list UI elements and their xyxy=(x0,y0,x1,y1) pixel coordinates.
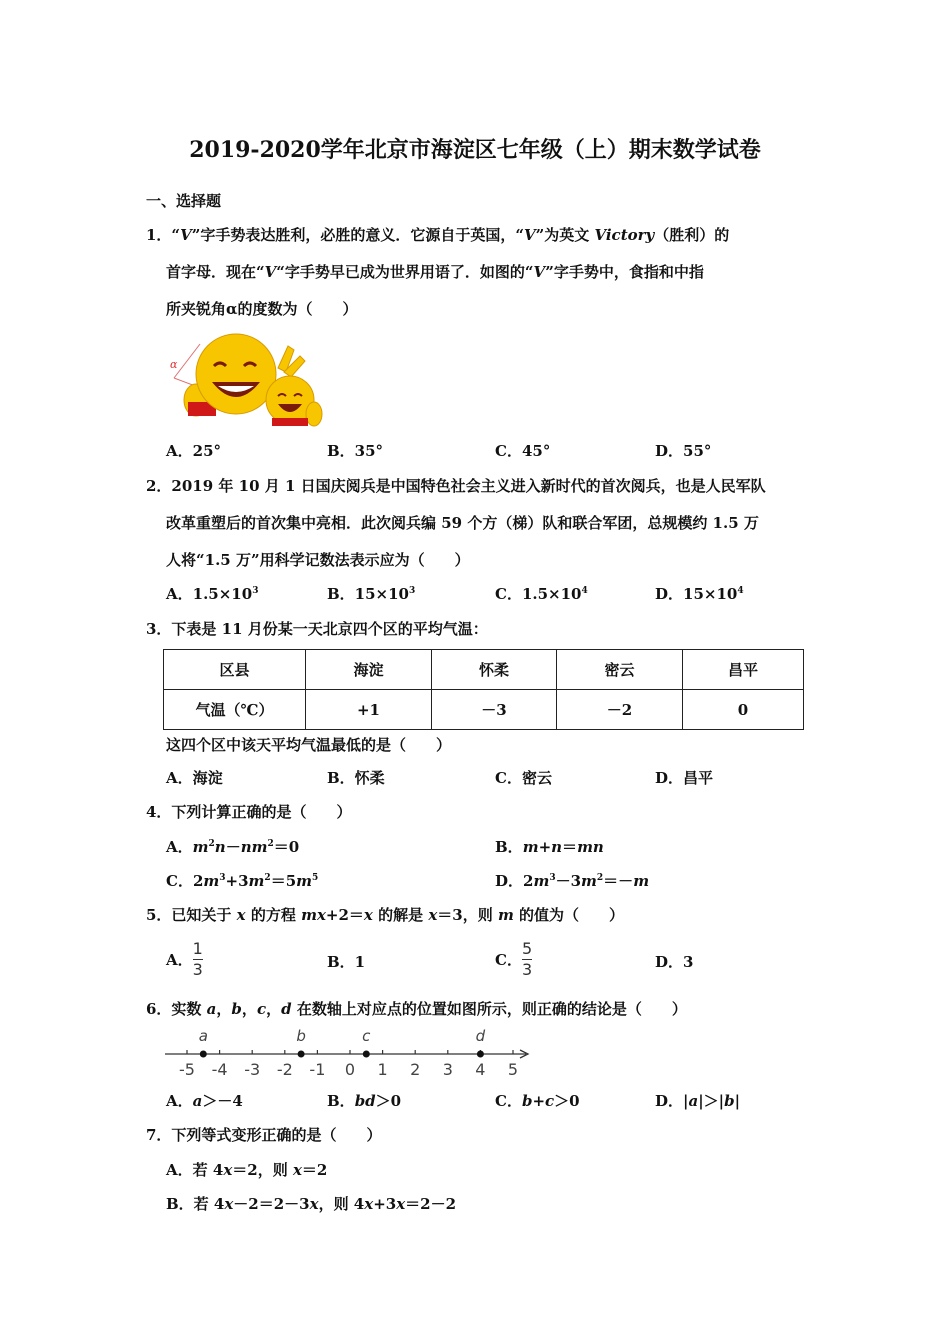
option-letter: A． xyxy=(166,1092,193,1110)
exponent: 3 xyxy=(252,586,259,596)
q4-option-c[interactable] xyxy=(166,870,318,891)
q5-option-c[interactable] xyxy=(495,940,532,979)
table-header-cell: 海淀 xyxy=(306,650,432,690)
number-line-tick-label: 5 xyxy=(507,1060,519,1079)
exponent: 4 xyxy=(581,586,588,596)
var: mx xyxy=(301,906,326,924)
q6-option-c[interactable] xyxy=(495,1090,580,1111)
number-line-point-label: d xyxy=(475,1027,486,1045)
exponent: 4 xyxy=(737,586,744,596)
option-text: C．1.5×10 xyxy=(495,585,582,603)
exponent: 3 xyxy=(409,586,416,596)
number-line-tick-label: 2 xyxy=(410,1060,421,1079)
table-header-cell: 昌平 xyxy=(683,650,804,690)
q3-option-b[interactable]: B．怀柔 xyxy=(327,769,385,787)
op: ＞－4 xyxy=(202,1092,243,1110)
var: x xyxy=(396,1195,406,1213)
page-title: 2019-2020学年北京市海淀区七年级（上）期末数学试卷 xyxy=(189,137,761,163)
option-text: ＝2 xyxy=(301,1161,328,1179)
q1-v: V xyxy=(523,226,536,244)
var: c xyxy=(545,1092,555,1110)
option-text: A．1.5×10 xyxy=(166,585,253,603)
var: x xyxy=(363,906,373,924)
option-text: ＝2，则 xyxy=(232,1161,293,1179)
var: c xyxy=(256,1000,267,1018)
section-heading: 一、选择题 xyxy=(146,192,222,210)
temperature-table xyxy=(163,649,804,730)
q6-text: ， xyxy=(266,1000,282,1018)
q1-victory: Victory xyxy=(594,226,655,244)
var: m xyxy=(497,906,514,924)
q2-option-b[interactable] xyxy=(327,583,415,604)
q3-option-a[interactable]: A．海淀 xyxy=(166,769,223,787)
table-cell: －3 xyxy=(432,690,557,730)
var: x xyxy=(236,906,246,924)
q2-line-2: 改革重塑后的首次集中亮相．此次阅兵编 59 个方（梯）队和联合军团，总规模约 1.5 万 xyxy=(166,514,759,532)
exponent: 3 xyxy=(219,873,226,883)
q6-text: 在数轴上对应点的位置如图所示，则正确的结论是（ ） xyxy=(291,1000,687,1018)
option-letter: C． xyxy=(495,1092,522,1110)
var: a xyxy=(206,1000,217,1018)
number-line-point-d xyxy=(477,1051,484,1058)
op: ＞0 xyxy=(554,1092,580,1110)
number-line-tick-label: 1 xyxy=(377,1060,388,1079)
op: ＞0 xyxy=(375,1092,402,1110)
number-line-point-label: b xyxy=(296,1027,306,1045)
option-letter: B． xyxy=(495,838,523,856)
op: |＞| xyxy=(698,1092,725,1110)
q1-text: （胜利）的 xyxy=(654,226,730,244)
var: x xyxy=(224,1195,234,1213)
table-header-cell: 怀柔 xyxy=(432,650,557,690)
q4-option-a[interactable] xyxy=(166,836,299,857)
option-text: A．若 4 xyxy=(166,1161,224,1179)
var: a xyxy=(192,1092,203,1110)
q2-option-c[interactable] xyxy=(495,583,588,604)
q1-line-3: 所夹锐角α的度数为（ ） xyxy=(166,300,358,318)
q4-option-d[interactable] xyxy=(495,870,649,891)
var: m xyxy=(533,872,550,890)
denominator: 3 xyxy=(521,960,533,979)
q5-text: +2＝ xyxy=(325,906,364,924)
exponent: 5 xyxy=(312,873,319,883)
var: m xyxy=(203,872,220,890)
var: a xyxy=(688,1092,699,1110)
q7-option-b[interactable] xyxy=(166,1193,456,1214)
option-text: －2＝2－3 xyxy=(233,1195,310,1213)
var: n xyxy=(551,838,563,856)
big-smiley-face xyxy=(196,334,276,414)
exponent: 2 xyxy=(208,839,215,849)
op: ＝5 xyxy=(270,872,297,890)
q4-stem: 4．下列计算正确的是（ ） xyxy=(146,803,352,821)
var: x xyxy=(309,1195,319,1213)
var: b xyxy=(521,1092,533,1110)
number-line-point-label: c xyxy=(362,1027,371,1045)
exponent: 2 xyxy=(596,873,604,883)
q6-option-a[interactable] xyxy=(166,1090,243,1111)
number-line-tick-label: -5 xyxy=(179,1060,195,1079)
var: mn xyxy=(577,838,604,856)
option-text: ＝2－2 xyxy=(405,1195,457,1213)
table-header-cell: 区县 xyxy=(164,650,306,690)
red-scarf xyxy=(272,418,308,426)
exponent: 2 xyxy=(264,873,271,883)
q6-option-d[interactable] xyxy=(655,1090,740,1111)
q1-option-b[interactable]: B．35° xyxy=(327,442,384,460)
q5-stem xyxy=(146,904,624,925)
q1-text: “字手势早已成为世界用语了．如图的“ xyxy=(276,263,534,281)
op: +3 xyxy=(225,872,249,890)
var: x xyxy=(428,906,438,924)
number-line-point-label: a xyxy=(198,1027,208,1045)
alpha-label: α xyxy=(170,358,178,371)
var: d xyxy=(281,1000,292,1018)
q2-line-1: 2．2019 年 10 月 1 日国庆阅兵是中国特色社会主义进入新时代的首次阅兵，也是人民军队 xyxy=(146,477,766,495)
table-cell: －2 xyxy=(557,690,683,730)
option-letter: A． xyxy=(166,838,193,856)
q3-option-d[interactable]: D．昌平 xyxy=(655,769,714,787)
table-cell: 气温（℃） xyxy=(164,690,306,730)
var: m xyxy=(296,872,312,890)
var: b xyxy=(231,1000,242,1018)
option-text: B．若 4 xyxy=(166,1195,225,1213)
q5-option-b[interactable]: B．1 xyxy=(327,953,366,971)
option-letter: A． xyxy=(166,951,193,969)
var: m xyxy=(248,872,265,890)
option-text: D．15×10 xyxy=(655,585,738,603)
fraction xyxy=(522,940,532,979)
q2-option-d[interactable] xyxy=(655,583,744,604)
var: bd xyxy=(354,1092,376,1110)
option-letter: C． xyxy=(495,951,522,969)
op: ＝0 xyxy=(273,838,300,856)
var: m xyxy=(633,872,650,890)
q5-option-d[interactable]: D．3 xyxy=(655,953,694,971)
q1-text: ”字手势中，食指和中指 xyxy=(545,263,704,281)
option-text: +3 xyxy=(373,1195,397,1213)
table-cell: +1 xyxy=(306,690,432,730)
q7-option-a[interactable] xyxy=(166,1159,327,1180)
op: | xyxy=(734,1092,741,1110)
var: x xyxy=(223,1161,233,1179)
number-line-tick-label: 3 xyxy=(442,1060,453,1079)
q6-text: ， xyxy=(216,1000,232,1018)
op: －3 xyxy=(555,872,582,890)
numerator: 5 xyxy=(521,939,533,958)
number-line-tick-label: -3 xyxy=(244,1060,261,1079)
q4-option-b[interactable] xyxy=(495,836,604,857)
number-line-tick-label: 0 xyxy=(344,1060,356,1079)
number-line-tick-label: -2 xyxy=(276,1060,293,1079)
right-hand xyxy=(306,402,322,426)
table-header-row xyxy=(164,650,804,690)
q1-text: ”为英文 xyxy=(535,226,595,244)
var: n xyxy=(214,838,226,856)
q2-option-a[interactable] xyxy=(166,583,258,604)
op: + xyxy=(538,838,552,856)
op: + xyxy=(532,1092,546,1110)
number-line-point-a xyxy=(200,1051,207,1058)
denominator: 3 xyxy=(192,960,203,979)
option-letter: D．| xyxy=(655,1092,689,1110)
var: m xyxy=(192,838,209,856)
q1-v: V xyxy=(264,263,277,281)
var: nm xyxy=(240,838,268,856)
var: m xyxy=(581,872,597,890)
number-line-tick-label: -4 xyxy=(211,1060,228,1079)
option-letter: D．2 xyxy=(495,872,534,890)
q1-line-2 xyxy=(166,261,704,282)
op: － xyxy=(225,838,241,856)
q3-stem: 3．下表是 11 月份某一天北京四个区的平均气温： xyxy=(146,620,488,638)
number-line-point-b xyxy=(298,1051,305,1058)
q1-option-a[interactable]: A．25° xyxy=(166,442,222,460)
var: x xyxy=(364,1195,374,1213)
v-sign-smiley-figure xyxy=(166,330,326,430)
exponent: 3 xyxy=(549,873,556,883)
exponent: 2 xyxy=(267,839,274,849)
var: m xyxy=(522,838,539,856)
q7-stem: 7．下列等式变形正确的是（ ） xyxy=(146,1126,382,1144)
option-text: B．15×10 xyxy=(327,585,409,603)
number-line-tick-label: 4 xyxy=(475,1060,486,1079)
q1-option-d[interactable]: D．55° xyxy=(655,442,712,460)
q3-follow: 这四个区中该天平均气温最低的是（ ） xyxy=(166,736,452,754)
q6-stem xyxy=(146,998,687,1019)
q5-text: 的值为（ ） xyxy=(513,906,625,924)
table-row xyxy=(164,690,804,730)
q3-option-c[interactable]: C．密云 xyxy=(495,769,552,787)
q1-text: 1．“ xyxy=(146,226,181,244)
option-letter: C．2 xyxy=(166,872,204,890)
number-line-point-c xyxy=(363,1051,370,1058)
table-header-cell: 密云 xyxy=(557,650,683,690)
fraction xyxy=(193,940,203,979)
q1-option-c[interactable]: C．45° xyxy=(495,442,551,460)
q1-v: V xyxy=(180,226,192,244)
q5-text: 5．已知关于 xyxy=(146,906,237,924)
q1-line-1 xyxy=(146,224,729,245)
q5-text: 的解是 xyxy=(372,906,429,924)
var: x xyxy=(292,1161,302,1179)
q6-text: ， xyxy=(241,1000,257,1018)
q1-text: ”字手势表达胜利，必胜的意义．它源自于英国，“ xyxy=(191,226,524,244)
table-cell: 0 xyxy=(683,690,804,730)
q6-text: 6．实数 xyxy=(146,1000,207,1018)
q5-text: 的方程 xyxy=(245,906,302,924)
numerator: 1 xyxy=(192,939,203,958)
op: ＝ xyxy=(562,838,578,856)
q1-v: V xyxy=(533,263,546,281)
option-letter: B． xyxy=(327,1092,355,1110)
op: ＝－ xyxy=(603,872,634,890)
q6-option-b[interactable] xyxy=(327,1090,401,1111)
q5-option-a[interactable] xyxy=(166,940,203,979)
number-line-figure xyxy=(160,1022,540,1082)
option-text: ，则 4 xyxy=(318,1195,365,1213)
q2-line-3: 人将“1.5 万”用科学记数法表示应为（ ） xyxy=(166,551,470,569)
var: b xyxy=(724,1092,735,1110)
q1-text: 首字母．现在“ xyxy=(166,263,265,281)
q5-text: ＝3，则 xyxy=(437,906,498,924)
number-line-tick-label: -1 xyxy=(309,1060,326,1079)
